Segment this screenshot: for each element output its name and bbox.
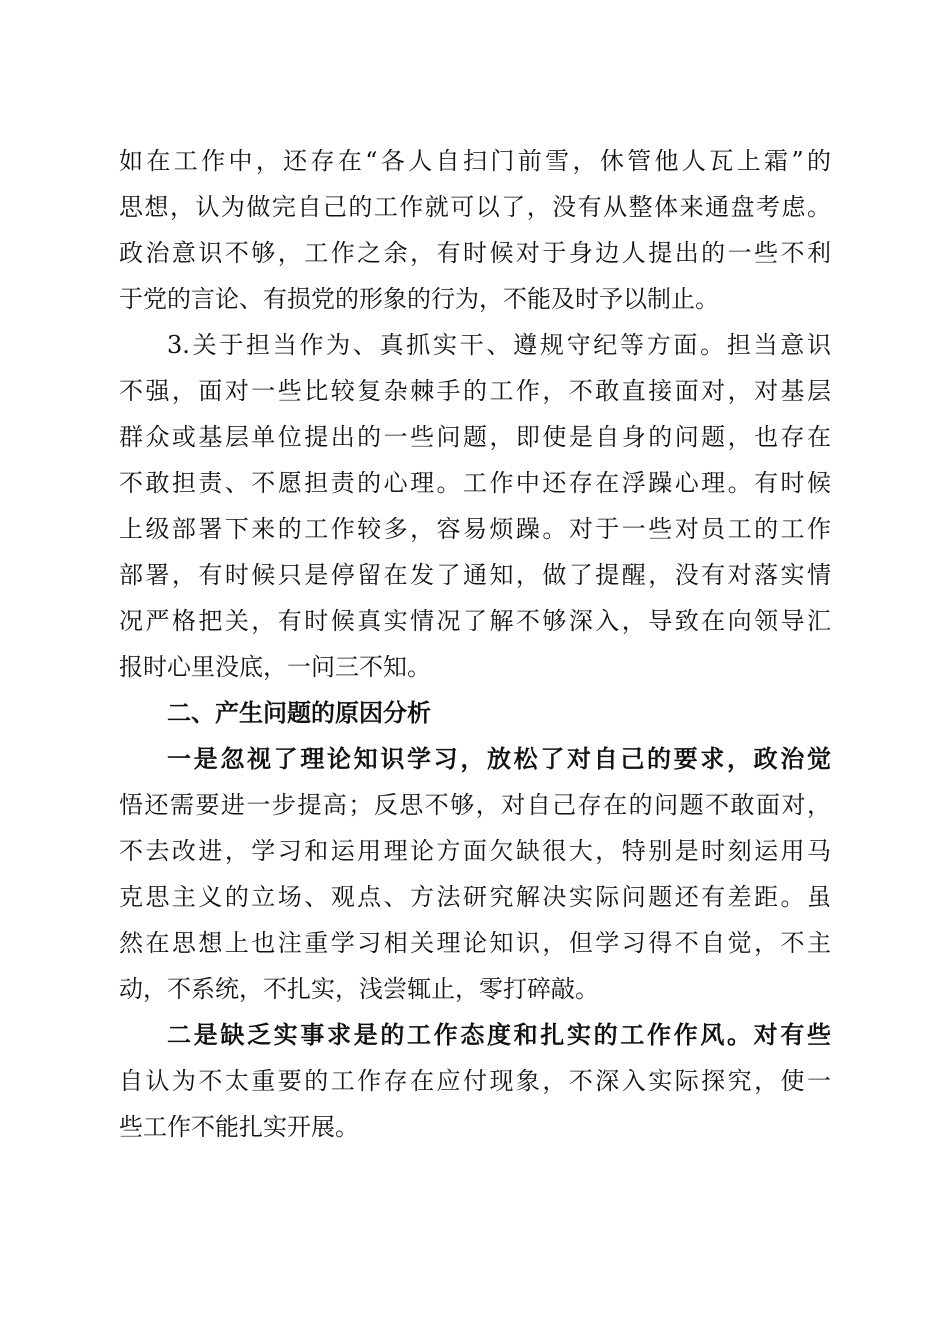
paragraph-line: 自认为不太重要的工作存在应付现象，不深入实际探究，使一 (119, 1067, 831, 1095)
paragraph-line: 于党的言论、有损党的形象的行为，不能及时予以制止。 (119, 285, 719, 313)
paragraph-line: 政治意识不够，工作之余，有时候对于身边人提出的一些不利 (119, 239, 831, 267)
paragraph-line: 些工作不能扎实开展。 (119, 1113, 359, 1141)
paragraph-line: 不去改进，学习和运用理论方面欠缺很大，特别是时刻运用马 (119, 837, 831, 865)
paragraph-line: 悟还需要进一步提高；反思不够，对自己存在的问题不敢面对， (119, 791, 831, 819)
cause-two-first-line: 二是缺乏实事求是的工作态度和扎实的工作作风。对有些 (167, 1020, 831, 1049)
section-3-first-line: 3.关于担当作为、真抓实干、遵规守纪等方面。担当意识 (167, 331, 831, 359)
paragraph-line: 群众或基层单位提出的一些问题，即使是自身的问题，也存在 (119, 423, 831, 451)
paragraph-line: 报时心里没底，一问三不知。 (119, 653, 431, 681)
paragraph-line: 动，不系统，不扎实，浅尝辄止，零打碎敲。 (119, 975, 599, 1003)
paragraph-line: 思想，认为做完自己的工作就可以了，没有从整体来通盘考虑。 (119, 193, 831, 221)
paragraph-line: 克思主义的立场、观点、方法研究解决实际问题还有差距。虽 (119, 883, 831, 911)
paragraph-line: 部署，有时候只是停留在发了通知，做了提醒，没有对落实情 (119, 561, 831, 589)
paragraph-line: 然在思想上也注重学习相关理论知识，但学习得不自觉，不主 (119, 929, 831, 957)
section-heading: 二、产生问题的原因分析 (167, 699, 431, 727)
paragraph-line: 况严格把关，有时候真实情况了解不够深入，导致在向领导汇 (119, 607, 831, 635)
paragraph-line: 不强，面对一些比较复杂棘手的工作，不敢直接面对，对基层 (119, 377, 831, 405)
paragraph-line: 如在工作中，还存在“各人自扫门前雪，休管他人瓦上霜”的 (119, 147, 831, 175)
cause-one-first-line: 一是忽视了理论知识学习，放松了对自己的要求，政治觉 (167, 744, 831, 773)
paragraph-line: 上级部署下来的工作较多，容易烦躁。对于一些对员工的工作 (119, 515, 831, 543)
paragraph-line: 不敢担责、不愿担责的心理。工作中还存在浮躁心理。有时候 (119, 469, 831, 497)
